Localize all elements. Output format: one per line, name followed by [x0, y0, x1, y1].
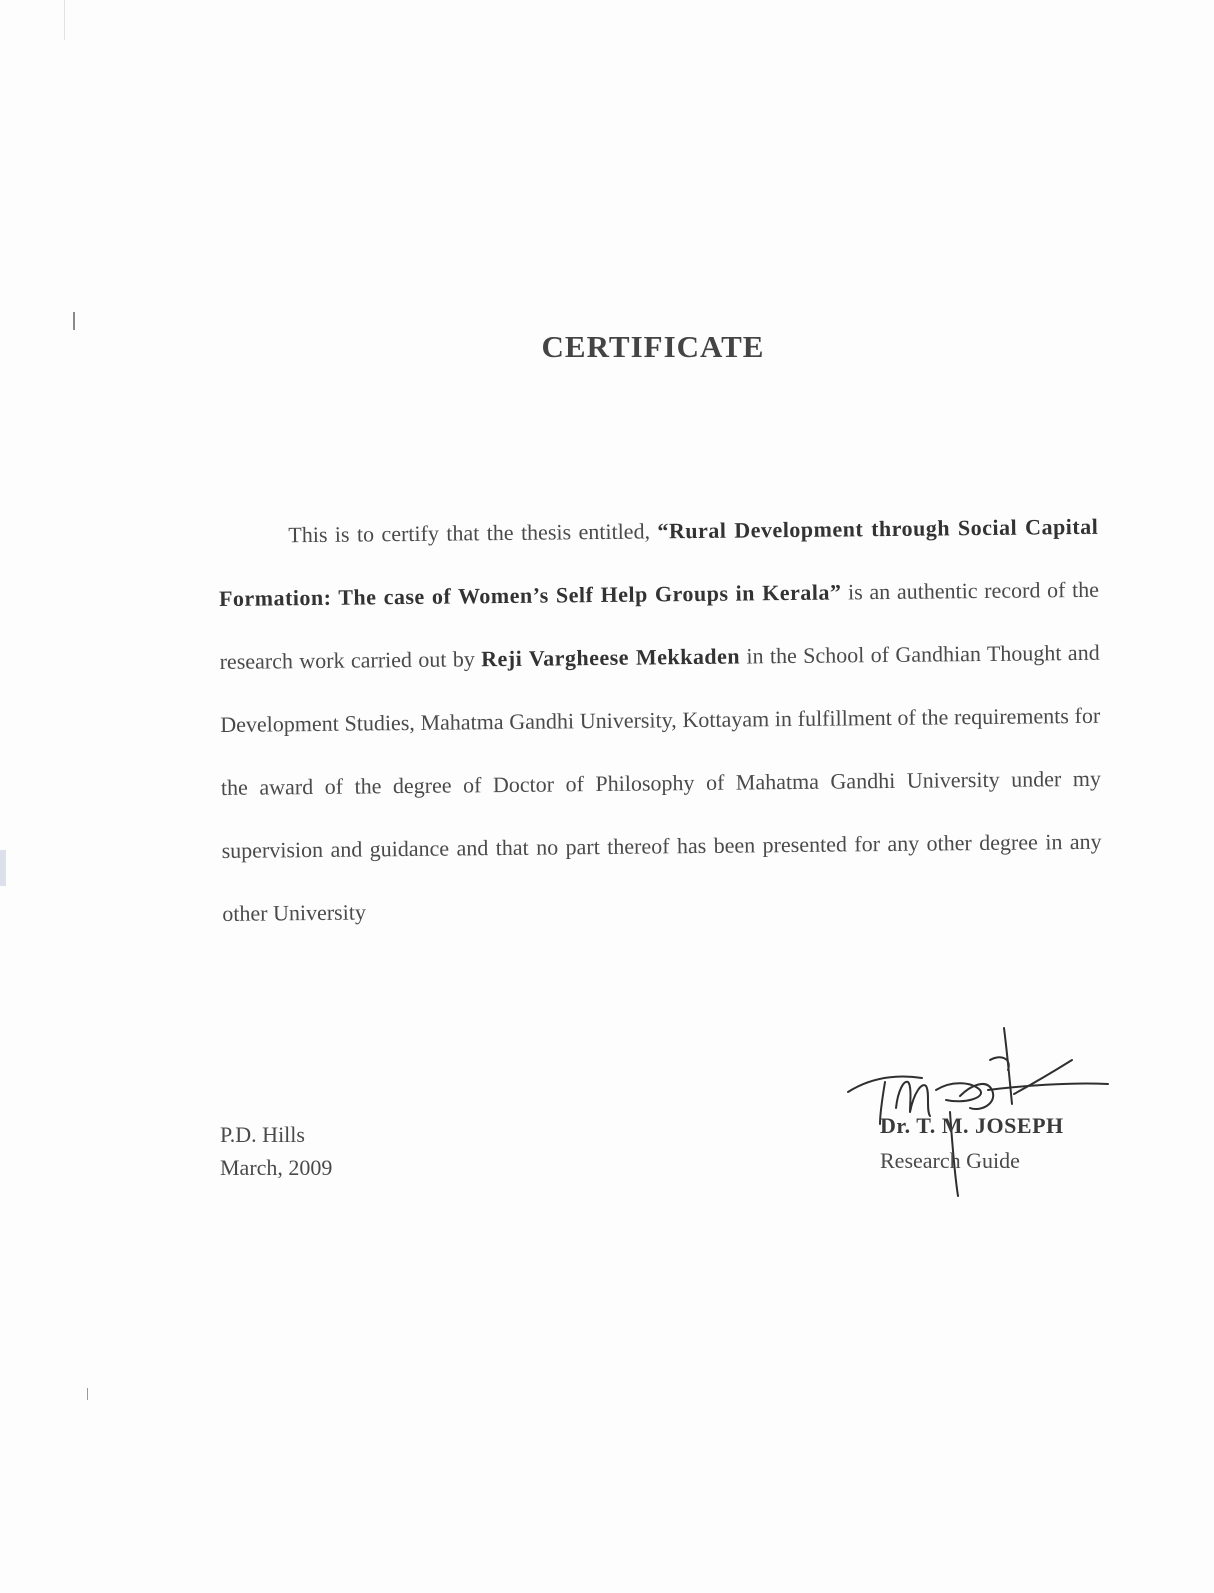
place: P.D. Hills — [220, 1122, 305, 1147]
scan-artifact — [64, 0, 65, 40]
date: March, 2009 — [220, 1155, 333, 1180]
thesis-title: “Rural Development through Social Capital Formation: The case of Women’s Self Help Groups in Kerala” — [218, 513, 1099, 611]
certificate-body — [218, 495, 1103, 945]
page-title: CERTIFICATE — [541, 329, 765, 364]
place-date-block — [220, 1118, 332, 1184]
signatory-role: Research Guide — [880, 1148, 1020, 1173]
candidate-name: Reji Vargheese Mekkaden — [481, 643, 741, 672]
scan-artifact — [73, 312, 75, 330]
scan-artifact — [87, 1388, 88, 1400]
body-part3: in the School of Gandhian Thought and Development Studies, Mahatma Gandhi University, Kottayam in fulfillment of the requirements for the award of the degree of Doctor of Philosophy of Mahatma Gandhi University under my supervision and guidance and that no part thereof has been presented for any other degree in any other University — [220, 639, 1102, 926]
body-intro: This is to certify that the thesis entitled, — [288, 518, 658, 548]
signature-block — [880, 1108, 1064, 1178]
scan-artifact — [0, 850, 6, 886]
paragraph-indent — [218, 542, 288, 543]
signatory-name: Dr. T. M. JOSEPH — [880, 1113, 1064, 1138]
body-part2: is an authentic record of the research work carried out by — [219, 576, 1100, 674]
